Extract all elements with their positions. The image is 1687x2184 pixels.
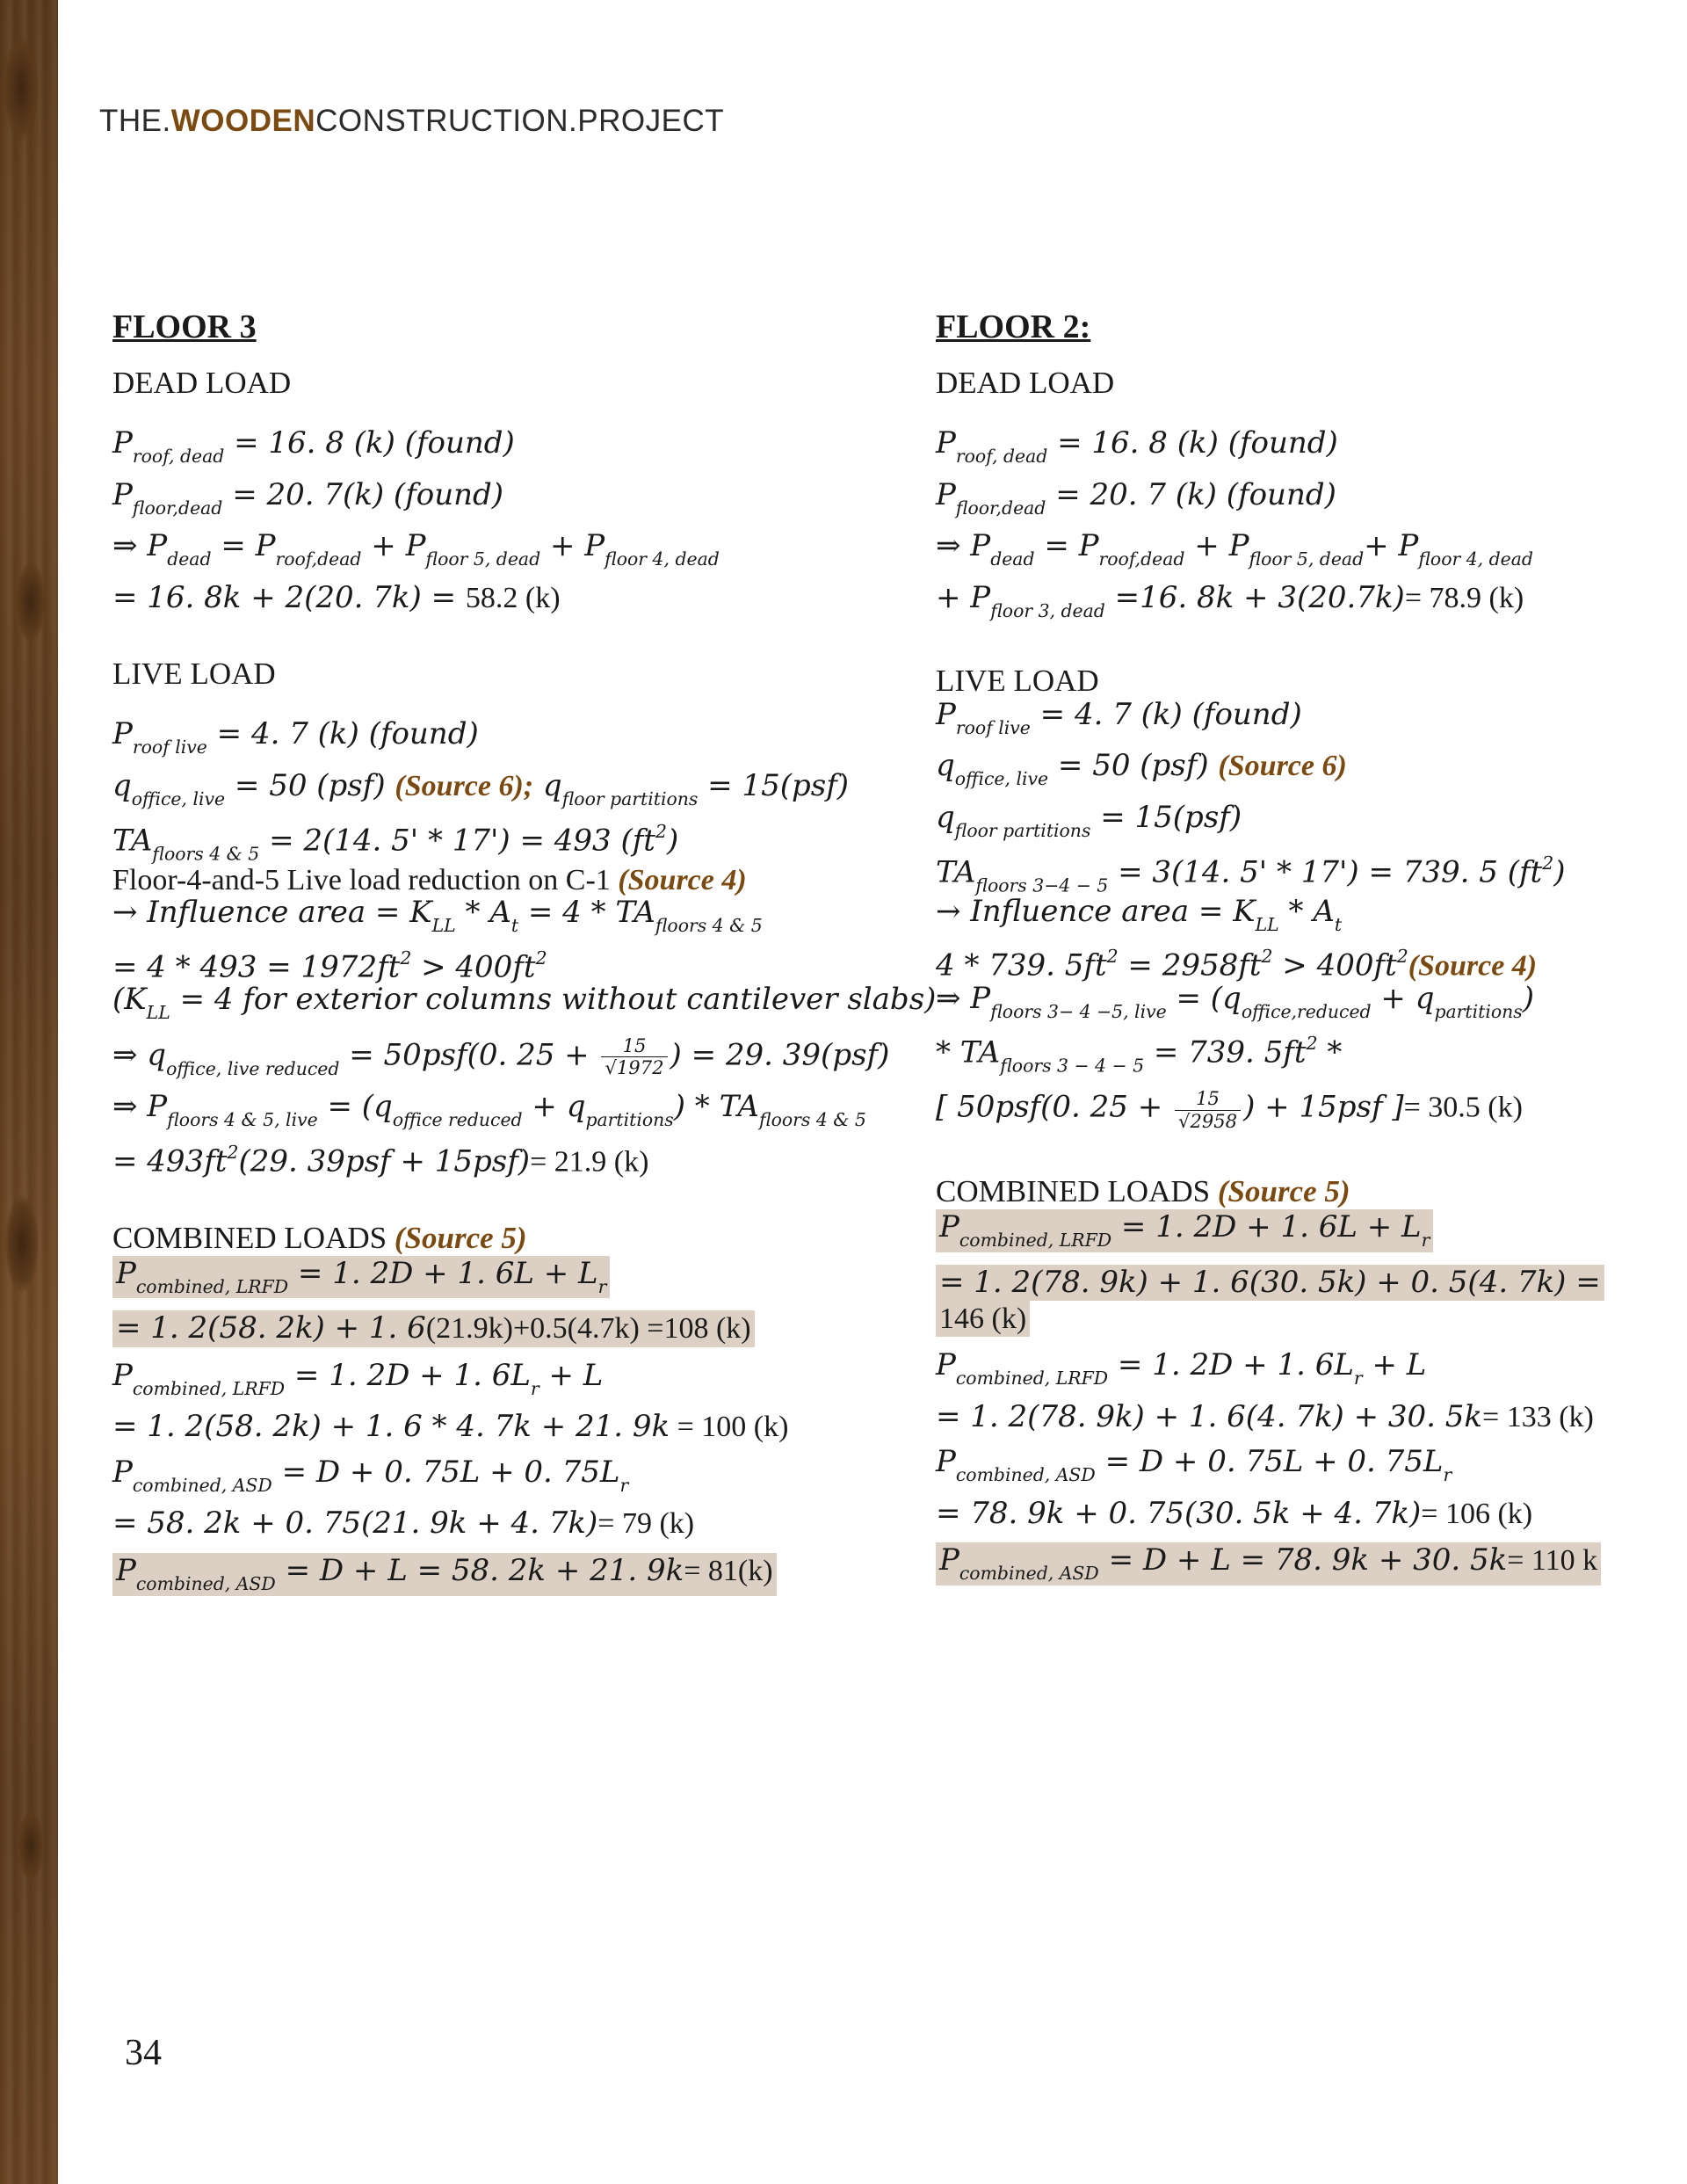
floor-2-lrfd-result-2: = 1. 2(78. 9k) + 1. 6(4. 7k) + 30. 5k= 133 (k) <box>936 1398 1594 1434</box>
floor-3-roof-dead: $P_{roof, dead} = 16$. 8 (k) (found) <box>112 425 515 468</box>
floor-3-asd-result-2: $P_{combined, ASD} = D + L = 58$. 2k + 21. 9k= 81(k) <box>112 1553 903 1596</box>
brand-accent: WOODEN <box>170 104 316 138</box>
floor-3-reduction-note: Floor-4-and-5 Live load reduction on C-1 (Source 4) <box>112 863 747 896</box>
page-number: 34 <box>125 2033 162 2073</box>
floor-3-office-live: $q_{office, live} = 50$ (psf) (Source 6); $q_{floor partitions} = 15(psf)$ <box>112 768 850 810</box>
floor-3-combined-heading: COMBINED LOADS (Source 5) <box>112 1220 527 1255</box>
wood-knot <box>18 1810 44 1881</box>
floor-2-roof-dead: $P_{roof, dead} = 16$. 8 (k) (found) <box>936 425 1338 468</box>
floor-2-lrfd-result-1a: = 1. 2(78. 9k) + 1. 6(30. 5k) + 0. 5(4. 7k) = <box>936 1265 1665 1301</box>
floor-3-live-result: = $493ft^2(29$. 39psf + 15psf)= 21.9 (k) <box>112 1142 649 1179</box>
floor-3-lrfd-formula-2: $P_{combined, LRFD} = 1$. 2D + 1. $6L_r + L$ <box>112 1357 604 1399</box>
floor-2-influence-area: → Influence area = $K_{LL} * A_t$ <box>936 893 1343 935</box>
floor-3-live-load-heading: LIVE LOAD <box>112 657 276 692</box>
floor-3-kll-note: ($K_{LL} = 4$ for exterior columns without cantilever slabs) <box>112 982 937 1024</box>
floor-3-tributary-area: $TA_{floors 4 \& 5} = 2(14$. 5' * 17') = 493 $(ft^2)$ <box>112 820 679 865</box>
floor-3-asd-formula-1: $P_{combined, ASD} = D + 0$. 75L + 0. $75L_r$ <box>112 1454 629 1497</box>
floor-2-lrfd-result-1b: 146 (k) <box>936 1301 1665 1337</box>
floor-3-title: FLOOR 3 <box>112 308 257 345</box>
floor-3-lrfd-result-1: = 1. 2(58. 2k) + 1. 6(21.9k)+0.5(4.7k) =108 (k) <box>112 1310 903 1346</box>
floor-3-dead-load-heading: DEAD LOAD <box>112 366 292 400</box>
floor-2-asd-formula-1: $P_{combined, ASD} = D + 0$. 75L + 0. $75L_r$ <box>936 1444 1452 1486</box>
fraction: $\frac{15}{√1972}$ <box>601 1035 667 1078</box>
floor-2-column <box>936 308 1665 1585</box>
brand-prefix: THE. <box>99 104 171 138</box>
floor-2-partitions: $q_{floor partitions} = 15(psf)$ <box>936 799 1242 842</box>
floor-3-dead-sum: ⇒ $P_{dead} = P_{roof,dead} + P_{floor 5, dead} + P_{floor 4, dead}$ <box>112 528 720 570</box>
floor-3-influence-value: = $4 * 493 = 1972ft^2 > 400ft^2$ <box>112 947 547 984</box>
floor-3-influence-area: → Influence area = $K_{LL} * A_t = 4 * TA_{floors 4 \& 5}$ <box>112 894 763 937</box>
floor-3-roof-live: $P_{roof live} = 4$. 7 (k) (found) <box>112 716 479 758</box>
floor-2-office-live: $q_{office, live} = 50$ (psf) (Source 6) <box>936 748 1347 790</box>
floor-2-floors-area: * $TA_{floors 3 - 4 - 5} = 739$. $5ft^2$ * <box>936 1033 1343 1077</box>
floor-2-tributary-area: $TA_{floors 3-4 - 5} = 3(14$. 5' * 17') = 739. 5 $(ft^2)$ <box>936 852 1566 896</box>
fraction: $\frac{15}{√2958}$ <box>1175 1088 1241 1131</box>
floor-2-live-result: [ 50psf(0. 25 + $\frac{15}{√2958}$ ) + 15psf ]= 30.5 (k) <box>936 1087 1523 1132</box>
floor-2-dead-result: + $P_{floor 3, dead} =16$. 8k + 3(20.7k)= 78.9 (k) <box>936 579 1524 622</box>
floor-2-roof-live: $P_{roof live} = 4$. 7 (k) (found) <box>936 696 1302 738</box>
floor-2-asd-result-2: $P_{combined, ASD} = D + L = 78$. 9k + 30. 5k= 110 k <box>936 1542 1665 1585</box>
floor-3-floor-dead: $P_{floor,dead} = 20$. 7(k) (found) <box>112 476 504 519</box>
floor-2-influence-value: 4 * 739. $5ft^2 = 2958ft^2$ > $400ft^2(Source$ 4) <box>936 946 1538 983</box>
floor-2-title: FLOOR 2: <box>936 308 1091 345</box>
floor-2-live-load-heading: LIVE LOAD <box>936 663 1099 698</box>
wood-knot <box>16 562 46 642</box>
floor-2-lrfd-formula-2: $P_{combined, LRFD} = 1$. 2D + 1. $6L_r + L$ <box>936 1347 1427 1389</box>
floor-3-reduced-live: ⇒ $q_{office, live reduced} = 50psf(0$. 25 + $\frac{15}{√1972}$ ) = 29. 39(psf) <box>112 1034 890 1079</box>
brand-suffix: CONSTRUCTION.PROJECT <box>315 104 725 138</box>
floor-3-column <box>112 308 937 1596</box>
floor-2-asd-result-1: = 78. 9k + 0. 75(30. 5k + 4. 7k)= 106 (k) <box>936 1496 1533 1532</box>
floor-2-dead-sum: ⇒ $P_{dead} = P_{roof,dead} + P_{floor 5, dead}+ P_{floor 4, dead}$ <box>936 528 1533 570</box>
floor-3-asd-result-1: = 58. 2k + 0. 75(21. 9k + 4. 7k)= 79 (k) <box>112 1506 695 1542</box>
brand-header <box>99 104 724 139</box>
wood-knot <box>5 1195 39 1292</box>
floor-3-dead-result: = 16. 8k + 2(20. 7k) = 58.2 (k) <box>112 579 561 615</box>
wood-grain-border <box>0 0 58 2184</box>
floor-3-lrfd-result-2: = 1. 2(58. 2k) + 1. 6 * 4. 7k + 21. 9k = 100 (k) <box>112 1409 789 1445</box>
floor-2-floor-dead: $P_{floor,dead} = 20$. 7 (k) (found) <box>936 476 1336 519</box>
floor-2-floors-live: ⇒ $P_{floors 3- 4 -5, live} = (q_{office,reduced} + q_{partitions})$ <box>936 980 1534 1023</box>
floor-2-combined-heading: COMBINED LOADS (Source 5) <box>936 1173 1350 1208</box>
floor-2-lrfd-formula-1: $P_{combined, LRFD} = 1$. 2D + 1. $6L + L_r$ <box>936 1209 1665 1252</box>
wood-knot <box>4 35 39 141</box>
floor-2-dead-load-heading: DEAD LOAD <box>936 366 1115 400</box>
floor-3-floors-live: ⇒ $P_{floors 4 \& 5, live} = (q_{office reduced} + q_{partitions}) * TA_{floors 4 \& 5}$ <box>112 1089 866 1131</box>
floor-3-lrfd-formula-1: $P_{combined, LRFD} = 1$. 2D + 1. $6L + L_r$ <box>112 1256 903 1299</box>
